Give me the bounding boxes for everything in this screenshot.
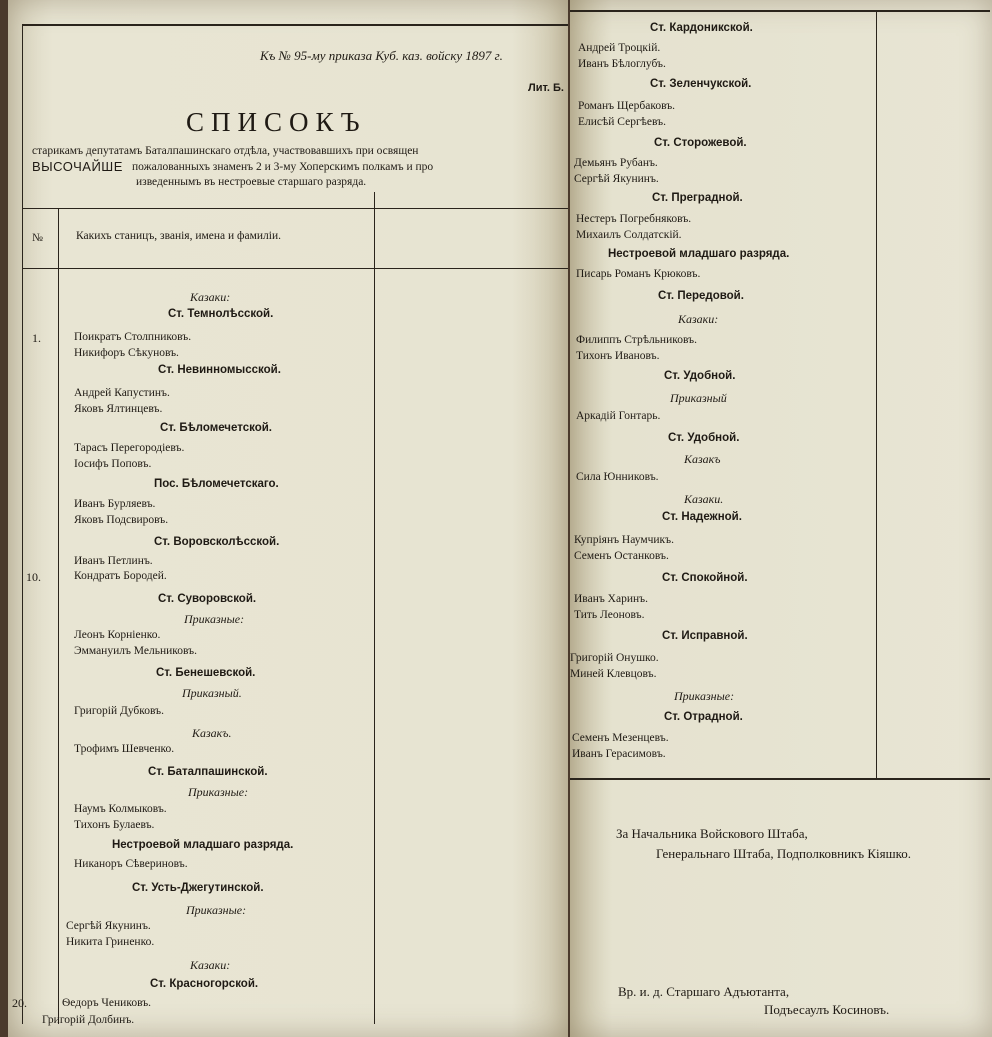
person-name: Иванъ Петлинъ. <box>74 555 153 567</box>
rank-label: Казаки: <box>190 290 231 304</box>
intro-line-1: старикамъ депутатамъ Баталпашинскаго отдѣла, участвовавшихъ при освящен <box>32 145 419 157</box>
rank-label: Казаки. <box>684 492 724 506</box>
person-name: Иванъ Харинъ. <box>574 593 648 605</box>
person-name: Романъ Щербаковъ. <box>578 100 676 112</box>
rank-label: Казакъ. <box>192 726 232 740</box>
person-name: Григорій Дубковъ. <box>74 705 164 717</box>
rank-label: Приказный <box>670 391 727 405</box>
person-name: Филиппъ Стрѣльниковъ. <box>576 334 697 346</box>
page-title: СПИСОКЪ <box>186 107 367 137</box>
stanitsa-heading: Ст. Суворовской. <box>158 593 257 605</box>
row-number: 20. <box>12 996 27 1010</box>
rank-heading: Нестроевой младшаго разряда. <box>608 248 790 260</box>
stanitsa-heading: Ст. Спокойной. <box>662 572 748 584</box>
rank-label: Приказные: <box>184 612 245 626</box>
stanitsa-heading: Ст. Исправной. <box>662 630 748 642</box>
person-name: Иванъ Бурляевъ. <box>74 498 156 510</box>
person-name: Трофимъ Шевченко. <box>74 743 175 755</box>
person-name: Никита Гриненко. <box>66 936 155 948</box>
order-reference: Къ № 95-му приказа Куб. каз. войску 1897 г. <box>260 48 503 63</box>
person-name: Семенъ Останковъ. <box>574 550 669 562</box>
frame-left-border <box>22 24 23 1024</box>
person-name: Григорій Долбинъ. <box>42 1014 135 1026</box>
person-name: Сила Юнниковъ. <box>576 471 659 483</box>
list-bottom-divider <box>570 778 990 780</box>
stanitsa-heading: Ст. Красногорской. <box>150 978 259 990</box>
column-header-divider <box>22 268 568 269</box>
person-name: Иванъ Бѣлоглубъ. <box>578 58 666 70</box>
left-page <box>8 0 568 1037</box>
person-name: Купріянъ Наумчикъ. <box>574 534 674 546</box>
lit-mark: Лит. Б. <box>528 82 564 94</box>
person-name: Миней Клевцовъ. <box>570 668 657 680</box>
person-name: Тихонъ Ивановъ. <box>576 350 660 362</box>
person-name: Сергѣй Якунинъ. <box>574 173 659 185</box>
rank-label: Казаки: <box>678 312 719 326</box>
frame-top-border <box>570 10 990 12</box>
settlement-heading: Пос. Бѣломечетскаго. <box>154 478 279 490</box>
intro-line-3: изведеннымъ въ нестроевые старшаго разряда. <box>136 176 367 188</box>
person-name: Писарь Романъ Крюковъ. <box>576 268 701 280</box>
person-name: Елисѣй Сергѣевъ. <box>578 116 666 128</box>
person-name: Иванъ Герасимовъ. <box>572 748 666 760</box>
person-name: Леонъ Корніенко. <box>74 629 161 641</box>
person-name: Никифоръ Сѣкуновъ. <box>74 347 179 359</box>
person-name: Тихонъ Булаевъ. <box>74 819 155 831</box>
person-name: Аркадій Гонтарь. <box>576 410 661 422</box>
stanitsa-heading: Ст. Усть-Джегутинской. <box>132 882 264 894</box>
stanitsa-heading: Ст. Бѣломечетской. <box>160 422 272 434</box>
right-column-divider <box>876 10 877 778</box>
person-name: Наумъ Колмыковъ. <box>74 803 167 815</box>
person-name: Іосифъ Поповъ. <box>74 458 152 470</box>
person-name: Эммануилъ Мельниковъ. <box>74 645 197 657</box>
stanitsa-heading: Ст. Бенешевской. <box>156 667 256 679</box>
signature-adjutant-name: Подъесаулъ Косиновъ. <box>764 1002 890 1017</box>
rank-label: Приказные: <box>186 903 247 917</box>
signature-chief-title: За Начальника Войскового Штаба, <box>616 826 808 841</box>
person-name: Семенъ Мезенцевъ. <box>572 732 669 744</box>
person-name: Сергѣй Якунинъ. <box>66 920 151 932</box>
stanitsa-heading: Ст. Передовой. <box>658 290 744 302</box>
person-name: Тить Леоновъ. <box>574 609 645 621</box>
person-name: Нестеръ Погребняковъ. <box>576 213 692 225</box>
row-number: 10. <box>26 570 41 584</box>
person-name: Тарасъ Перегородіевъ. <box>74 442 185 454</box>
names-column-divider <box>374 192 375 1024</box>
stanitsa-heading: Ст. Удобной. <box>668 432 740 444</box>
person-name: Андрей Капустинъ. <box>74 387 170 399</box>
rank-label: Казаки: <box>190 958 231 972</box>
stanitsa-heading: Ст. Невинномысской. <box>158 364 281 376</box>
rank-label: Приказные: <box>674 689 735 703</box>
stanitsa-heading: Ст. Сторожевой. <box>654 137 747 149</box>
frame-top-border <box>22 24 568 26</box>
person-name: Ѳедоръ Чениковъ. <box>62 997 152 1009</box>
stanitsa-heading: Ст. Баталпашинской. <box>148 766 268 778</box>
rank-label: Казакъ <box>684 452 721 466</box>
stanitsa-heading: Ст. Зеленчукской. <box>650 78 752 90</box>
rank-label: Приказный. <box>182 686 242 700</box>
rank-label: Приказные: <box>188 785 249 799</box>
person-name: Яковъ Ялтинцевъ. <box>74 403 163 415</box>
person-name: Демьянъ Рубанъ. <box>574 157 658 169</box>
stanitsa-heading: Ст. Удобной. <box>664 370 736 382</box>
stanitsa-heading: Ст. Преградной. <box>652 192 743 204</box>
column-header-number: № <box>32 232 43 244</box>
stanitsa-heading: Ст. Надежной. <box>662 511 742 523</box>
person-name: Михаилъ Солдатскій. <box>576 229 682 241</box>
rank-heading: Нестроевой младшаго разряда. <box>112 839 294 851</box>
intro-line-2: пожалованныхъ знаменъ 2 и 3-му Хоперскимъ полкамъ и про <box>132 161 434 173</box>
signature-adjutant-title: Вр. и. д. Старшаго Адъютанта, <box>618 984 790 999</box>
intro-highness: ВЫСОЧАЙШЕ <box>32 159 123 174</box>
person-name: Поикратъ Столпниковъ. <box>74 331 192 343</box>
right-page <box>570 0 992 1037</box>
person-name: Яковъ Подсвировъ. <box>74 514 169 526</box>
row-number: 1. <box>32 331 41 345</box>
stanitsa-heading: Ст. Темнолѣсской. <box>168 308 274 320</box>
person-name: Никаноръ Сѣвериновъ. <box>74 858 188 870</box>
header-divider <box>22 208 568 209</box>
stanitsa-heading: Ст. Кардоникской. <box>650 22 753 34</box>
stanitsa-heading: Ст. Отрадной. <box>664 711 743 723</box>
signature-chief-name: Генеральнаго Штаба, Подполковникъ Кіяшко. <box>656 846 911 861</box>
person-name: Григорій Онушко. <box>570 652 659 664</box>
person-name: Кондратъ Бородей. <box>74 570 167 582</box>
num-column-divider <box>58 208 59 1024</box>
stanitsa-heading: Ст. Воровсколѣсской. <box>154 536 280 548</box>
person-name: Андрей Троцкій. <box>578 42 661 54</box>
column-header-names: Какихъ станицъ, званія, имена и фамиліи. <box>76 230 281 242</box>
